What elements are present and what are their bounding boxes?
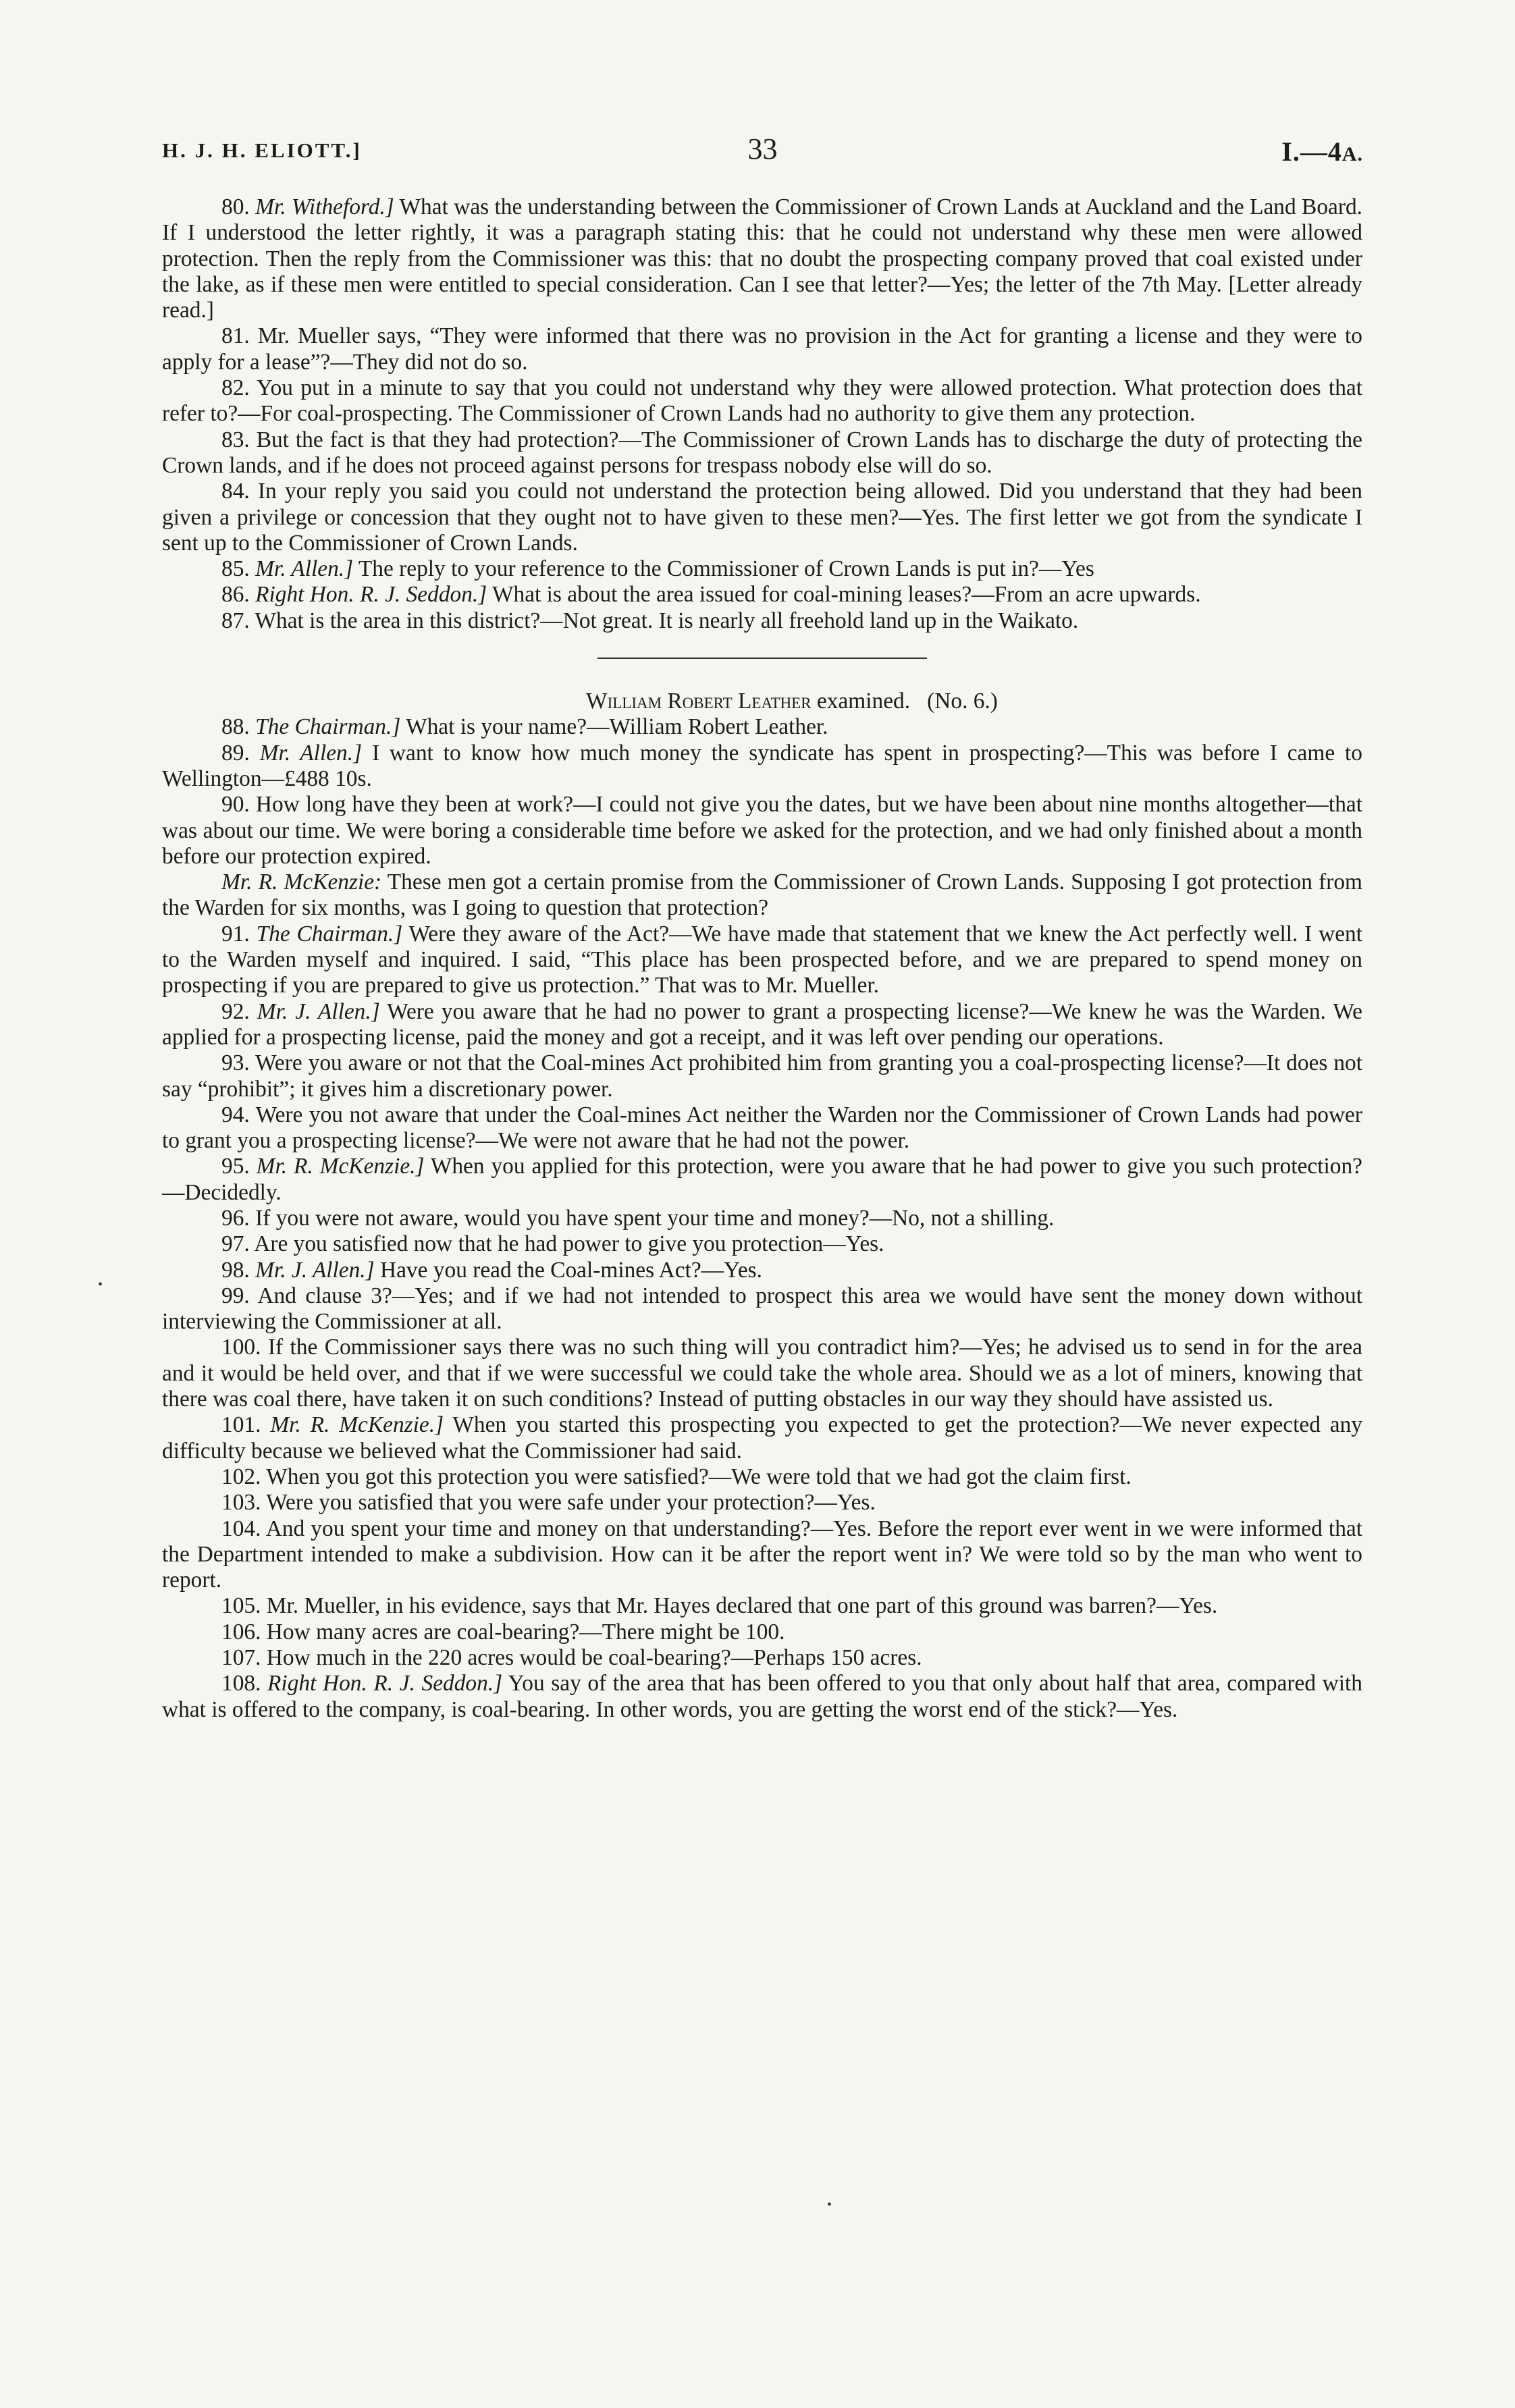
question-number: 98.	[221, 1257, 250, 1283]
question-number: 82.	[221, 375, 250, 401]
evidence-paragraph	[162, 375, 1362, 427]
evidence-paragraph	[162, 1645, 1362, 1671]
paragraph-text: If you were not aware, would you have spent your time and money?—No, not a shilling.	[255, 1205, 1055, 1231]
paragraph-text: These men got a certain promise from the Commissioner of Crown Lands. Supposing I got protection from the Warden for six months, was I going to question that protection?	[162, 869, 1362, 921]
question-number: 92.	[221, 998, 250, 1024]
evidence-paragraph	[162, 479, 1362, 556]
question-number: 87.	[221, 608, 250, 633]
question-number: 107.	[221, 1645, 261, 1671]
question-number: 100.	[221, 1335, 261, 1360]
paragraph-text: I want to know how much money the syndicate has spent in prospecting?—This was before I came to Wellington—£488 10s.	[162, 740, 1362, 791]
evidence-paragraph	[162, 1283, 1362, 1335]
question-number: 86.	[221, 582, 250, 608]
question-number: 95.	[221, 1154, 250, 1179]
question-number: 96.	[221, 1205, 250, 1231]
evidence-paragraph	[162, 1464, 1362, 1490]
paragraph-text: And you spent your time and money on that understanding?—Yes. Before the report ever went in we were informed that the Department intended to make a subdivision. How can it be after the report went in? We were told so by the man who went to report.	[162, 1516, 1362, 1593]
section-suffix: examined.	[816, 689, 911, 714]
paragraph-text: Were you not aware that under the Coal-mines Act neither the Warden nor the Commissioner of Crown Lands had power to grant you a prospecting license?—We were not aware that he had not the power.	[162, 1102, 1362, 1154]
evidence-paragraph	[162, 194, 1362, 323]
paragraph-text: In your reply you said you could not understand the protection being allowed. Did you understand that they had been given a privilege or concession that they ought not to have given to these men?—Yes. The first letter we got from the syndicate I sent up to the Commissioner of Crown Lands.	[162, 479, 1362, 556]
speaker-name: Mr. R. McKenzie:	[221, 869, 382, 895]
question-number: 85.	[221, 556, 250, 582]
speaker-name: Right Hon. R. J. Seddon.]	[267, 1671, 503, 1696]
speck-mark: •	[827, 2197, 832, 2212]
evidence-paragraph	[162, 1335, 1362, 1412]
evidence-paragraph	[162, 1671, 1362, 1723]
document-reference: I.—4A.	[1281, 136, 1363, 167]
question-number: 84.	[221, 479, 250, 504]
question-number: 102.	[221, 1464, 261, 1489]
evidence-paragraph	[162, 1231, 1362, 1257]
header-witness-name: H. J. H. ELIOTT.]	[162, 138, 362, 162]
question-number: 106.	[221, 1619, 261, 1644]
evidence-paragraph	[162, 1206, 1362, 1231]
section-number: (No. 6.)	[927, 689, 998, 714]
paragraph-text: And clause 3?—Yes; and if we had not intended to prospect this area we would have sent the money down without interviewing the Commissioner at all.	[162, 1283, 1362, 1335]
question-number: 97.	[221, 1231, 250, 1257]
evidence-paragraph	[162, 608, 1362, 634]
question-number: 88.	[221, 714, 250, 740]
speck-mark: •	[98, 1277, 103, 1292]
question-number: 91.	[221, 921, 250, 946]
speaker-name: Mr. R. McKenzie.]	[256, 1154, 425, 1179]
question-number: 90.	[221, 792, 250, 818]
question-number: 103.	[221, 1490, 261, 1516]
question-number: 105.	[221, 1593, 261, 1619]
paragraph-text: What is about the area issued for coal-mining leases?—From an acre upwards.	[492, 582, 1201, 608]
question-number: 89.	[221, 740, 250, 766]
evidence-paragraph	[162, 1593, 1362, 1619]
evidence-paragraph	[162, 714, 1362, 740]
speaker-name: Right Hon. R. J. Seddon.]	[255, 582, 487, 608]
paragraph-text: Mr. Mueller says, “They were informed that there was no provision in the Act for granting a license and they were to apply for a lease”?—They did not do so.	[162, 323, 1362, 375]
evidence-paragraph	[162, 556, 1362, 582]
paragraph-text: You say of the area that has been offered to you that only about half that area, compared with what is offered to the company, is coal-bearing. In other words, you are getting the worst end of the stick?—Yes.	[162, 1671, 1362, 1722]
speaker-name: Mr. J. Allen.]	[257, 998, 380, 1024]
speaker-name: The Chairman.]	[256, 921, 403, 946]
evidence-before	[162, 194, 1362, 634]
evidence-paragraph	[162, 582, 1362, 608]
evidence-paragraph	[162, 1412, 1362, 1464]
question-number: 93.	[221, 1050, 250, 1076]
paragraph-text: Were they aware of the Act?—We have made that statement that we knew the Act perfectly well. I went to the Warden myself and inquired. I said, “This place has been prospected before, and we are prepared to spend money on prospecting if you are prepared to give us protection.” That was to Mr. Mueller.	[162, 921, 1363, 998]
witness-name: William Robert Leather	[586, 689, 812, 714]
paragraph-text: You put in a minute to say that you could not understand why they were allowed protection. What protection does that refer to?—For coal-prospecting. The Commissioner of Crown Lands had no authority to give them any protection.	[162, 375, 1362, 427]
speaker-name: Mr. J. Allen.]	[255, 1257, 375, 1283]
evidence-paragraph	[162, 427, 1362, 479]
evidence-paragraph	[162, 869, 1362, 921]
evidence-paragraph	[162, 999, 1362, 1051]
question-number: 80.	[221, 194, 250, 219]
evidence-paragraph	[162, 1050, 1362, 1102]
paragraph-text: Have you read the Coal-mines Act?—Yes.	[380, 1257, 762, 1283]
question-number: 99.	[221, 1283, 250, 1308]
paragraph-text: But the fact is that they had protection?—The Commissioner of Crown Lands has to discharge the duty of protecting the Crown lands, and if he does not proceed against persons for trespass nobody else will do so.	[162, 427, 1362, 478]
paragraph-text: Were you aware that he had no power to grant a prospecting license?—We knew he was the Warden. We applied for a prospecting license, paid the money and got a receipt, and it was left over pending our operations.	[162, 998, 1362, 1050]
evidence-paragraph	[162, 1258, 1362, 1283]
paragraph-text: Were you aware or not that the Coal-mines Act prohibited him from granting you a coal-prospecting license?—It does not say “prohibit”; it gives him a discretionary power.	[162, 1050, 1362, 1102]
paragraph-text: How long have they been at work?—I could not give you the dates, but we have been about nine months altogether—that was about our time. We were boring a considerable time before we asked for the protection, and we had only finished about a month before our protection expired.	[162, 792, 1362, 869]
paragraph-text: When you applied for this protection, were you aware that he had power to give you such protection?—Decidedly.	[162, 1154, 1362, 1205]
evidence-paragraph	[162, 741, 1362, 793]
section-title	[162, 689, 1362, 714]
page-body	[162, 194, 1362, 1723]
paragraph-text: The reply to your reference to the Commissioner of Crown Lands is put in?—Yes	[358, 556, 1094, 582]
paragraph-text: Were you satisfied that you were safe under your protection?—Yes.	[266, 1490, 876, 1516]
paragraph-text: What is the area in this district?—Not great. It is nearly all freehold land up in the Waikato.	[255, 608, 1079, 633]
question-number: 108.	[221, 1671, 261, 1696]
evidence-paragraph	[162, 1516, 1362, 1594]
paragraph-text: When you got this protection you were satisfied?—We were told that we had got the claim first.	[266, 1464, 1132, 1489]
paragraph-text: Are you satisfied now that he had power to give you protection—Yes.	[254, 1231, 884, 1257]
paragraph-text: When you started this prospecting you expected to get the protection?—We never expected any difficulty because we believed what the Commissioner had said.	[162, 1412, 1363, 1464]
paragraph-text: What is your name?—William Robert Leather.	[406, 714, 828, 740]
evidence-paragraph	[162, 1154, 1362, 1206]
question-number: 81.	[221, 323, 250, 349]
paragraph-text: If the Commissioner says there was no such thing will you contradict him?—Yes; he advised us to send in for the area and it would be held over, and that if we were successful we could take the whole area. Should we as a lot of miners, knowing that there was coal there, have taken it on such conditions? Instead of putting obstacles in our way they should have assisted us.	[162, 1335, 1362, 1412]
speaker-name: Mr. Allen.]	[259, 740, 363, 766]
evidence-paragraph	[162, 1102, 1362, 1154]
evidence-paragraph	[162, 792, 1362, 869]
evidence-paragraph	[162, 921, 1362, 999]
question-number: 101.	[221, 1412, 261, 1438]
evidence-paragraph	[162, 1620, 1362, 1645]
page-header	[162, 132, 1363, 172]
evidence-paragraph	[162, 1490, 1362, 1516]
question-number: 83.	[221, 427, 250, 452]
paragraph-text: Mr. Mueller, in his evidence, says that Mr. Hayes declared that one part of this ground was barren?—Yes.	[266, 1593, 1218, 1619]
paragraph-text: How much in the 220 acres would be coal-bearing?—Perhaps 150 acres.	[266, 1645, 922, 1671]
speaker-name: The Chairman.]	[255, 714, 401, 740]
speaker-name: Mr. Allen.]	[255, 556, 354, 582]
section-divider	[597, 658, 927, 659]
evidence-paragraph	[162, 323, 1362, 375]
question-number: 94.	[221, 1102, 250, 1127]
question-number: 104.	[221, 1516, 261, 1541]
paragraph-text: What was the understanding between the Commissioner of Crown Lands at Auckland and the Land Board. If I understood the letter rightly, it was a paragraph stating this: that he could not understand why these men were allowed protection. Then the reply from the Commissioner was this: that no doubt the prospecting company proved that coal existed under the lake, as if these men were entitled to special consideration. Can I see that letter?—Yes; the letter of the 7th May. [Letter already read.]	[162, 194, 1362, 323]
page-number: 33	[747, 132, 778, 165]
speaker-name: Mr. R. McKenzie.]	[270, 1412, 444, 1438]
paragraph-text: How many acres are coal-bearing?—There might be 100.	[266, 1619, 785, 1644]
evidence-after	[162, 714, 1362, 1723]
speaker-name: Mr. Witheford.]	[255, 194, 394, 219]
